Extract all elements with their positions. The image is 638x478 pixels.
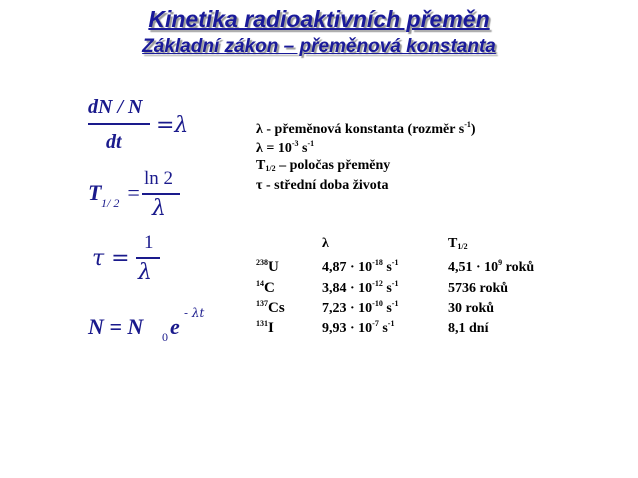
definition-unit-symbol: λ <box>256 141 263 156</box>
formula-mean-lifetime-denominator: λ <box>138 260 152 285</box>
table-row <box>0 258 638 278</box>
isotope-half-life <box>448 258 534 276</box>
formula-decay-law-denominator: dt <box>106 131 122 153</box>
isotope-symbol <box>256 319 274 337</box>
isotope-half-life <box>448 279 508 297</box>
table-header-lambda: λ <box>322 236 329 251</box>
table-header-half-life-symbol: T <box>448 236 458 251</box>
formula-mean-lifetime-lhs: τ = <box>92 246 130 271</box>
isotope-element: U <box>268 259 279 275</box>
formula-half-life-equals: = <box>126 180 141 205</box>
definition-half-life-symbol: T <box>256 158 266 173</box>
definition-mean-lifetime-symbol: τ <box>256 178 263 193</box>
table-header-half-life <box>448 236 468 252</box>
decay-constant-base: · 10 <box>346 260 373 275</box>
half-life-value: 4,51 · 10 <box>448 260 499 275</box>
definition-half-life-sub: 1/2 <box>265 164 276 173</box>
formula-exponential-decay-exponent: - λt <box>184 306 205 320</box>
definition-unit-mid: s <box>298 141 308 156</box>
decay-constant-coefficient: 7,23 <box>322 301 347 316</box>
decay-constant-base: · 10 <box>346 321 373 336</box>
definition-unit-text: = 10 <box>262 141 292 156</box>
formula-exponential-decay-lhs: N = N <box>88 314 144 339</box>
isotope-decay-constant <box>322 279 398 297</box>
decay-constant-exponent: -7 <box>372 319 379 328</box>
isotope-element: I <box>268 320 274 336</box>
decay-constant-coefficient: 4,87 <box>322 260 347 275</box>
decay-constant-exponent: -12 <box>372 279 383 288</box>
definition-mean-lifetime-text: - střední doba života <box>262 178 389 193</box>
decay-constant-unit: s <box>378 321 388 336</box>
half-life-value: 5736 roků <box>448 281 509 296</box>
page-subtitle: Základní zákon – přeměnová konstanta <box>142 36 496 57</box>
decay-constant-unit-exponent: -1 <box>391 279 399 288</box>
isotope-element: C <box>264 280 275 296</box>
table-row <box>0 279 638 299</box>
decay-constant-base: · 10 <box>346 281 373 296</box>
decay-constant-exponent: -18 <box>372 258 383 267</box>
page-title: Kinetika radioaktivních přeměn <box>148 6 490 32</box>
definition-unit-sup2: -1 <box>307 139 315 148</box>
isotope-mass-number: 137 <box>256 299 268 308</box>
table-row <box>0 319 638 339</box>
half-life-value: 8,1 dní <box>448 321 489 336</box>
formula-decay-law <box>88 96 208 166</box>
formula-half-life <box>88 168 208 228</box>
definition-decay-constant-text: - přeměnová konstanta (rozměr s <box>262 122 465 137</box>
isotope-decay-constant <box>322 319 394 337</box>
formula-half-life-fraction-bar <box>142 193 180 195</box>
isotope-half-life <box>448 299 494 317</box>
table-header-half-life-sub: 1/2 <box>457 242 468 251</box>
isotope-decay-constant <box>322 299 398 317</box>
decay-constant-exponent: -10 <box>372 299 383 308</box>
isotope-symbol <box>256 258 279 276</box>
formula-decay-law-numerator: dN / N <box>88 96 143 118</box>
decay-constant-unit-exponent: -1 <box>387 319 395 328</box>
definition-decay-constant-tail: ) <box>470 122 476 137</box>
isotope-mass-number: 14 <box>256 279 264 288</box>
isotope-symbol <box>256 279 275 297</box>
definition-half-life-text: – poločas přeměny <box>275 158 391 173</box>
formula-half-life-numerator: ln 2 <box>144 168 174 189</box>
definition-mean-lifetime <box>256 178 388 194</box>
definition-decay-constant-unit <box>256 139 314 157</box>
definition-decay-constant-sup: -1 <box>464 120 471 129</box>
table-row <box>0 299 638 319</box>
decay-constant-unit-exponent: -1 <box>391 258 399 267</box>
isotope-decay-constant <box>322 258 398 276</box>
definition-unit-sup: -3 <box>291 139 299 148</box>
decay-constant-unit: s <box>382 260 392 275</box>
decay-constant-base: · 10 <box>346 301 373 316</box>
formula-decay-law-fraction-bar <box>88 123 150 125</box>
definition-half-life <box>256 158 390 174</box>
formula-mean-lifetime-numerator: 1 <box>144 232 154 253</box>
formula-half-life-denominator: λ <box>152 196 166 221</box>
definition-decay-constant-symbol: λ <box>256 122 263 137</box>
half-life-exponent: 9 <box>498 258 503 267</box>
formula-exponential-decay-base: e <box>170 314 180 339</box>
decay-constant-unit: s <box>382 281 392 296</box>
formula-half-life-lhs: T <box>88 180 102 205</box>
isotope-element: Cs <box>268 300 285 316</box>
isotope-symbol <box>256 299 285 317</box>
half-life-value: 30 roků <box>448 301 495 316</box>
definition-decay-constant <box>256 120 476 138</box>
isotope-mass-number: 131 <box>256 319 268 328</box>
formula-half-life-subscript: 1/ 2 <box>101 196 120 210</box>
formula-exponential-decay-subscript: 0 <box>162 330 168 344</box>
half-life-unit: roků <box>502 260 535 275</box>
isotope-half-life <box>448 319 488 337</box>
decay-constant-unit: s <box>382 301 392 316</box>
formula-decay-law-rhs: =λ <box>156 113 189 138</box>
decay-constant-coefficient: 3,84 <box>322 281 347 296</box>
decay-constant-unit-exponent: -1 <box>391 299 399 308</box>
isotope-mass-number: 238 <box>256 258 268 267</box>
decay-constant-coefficient: 9,93 <box>322 321 347 336</box>
